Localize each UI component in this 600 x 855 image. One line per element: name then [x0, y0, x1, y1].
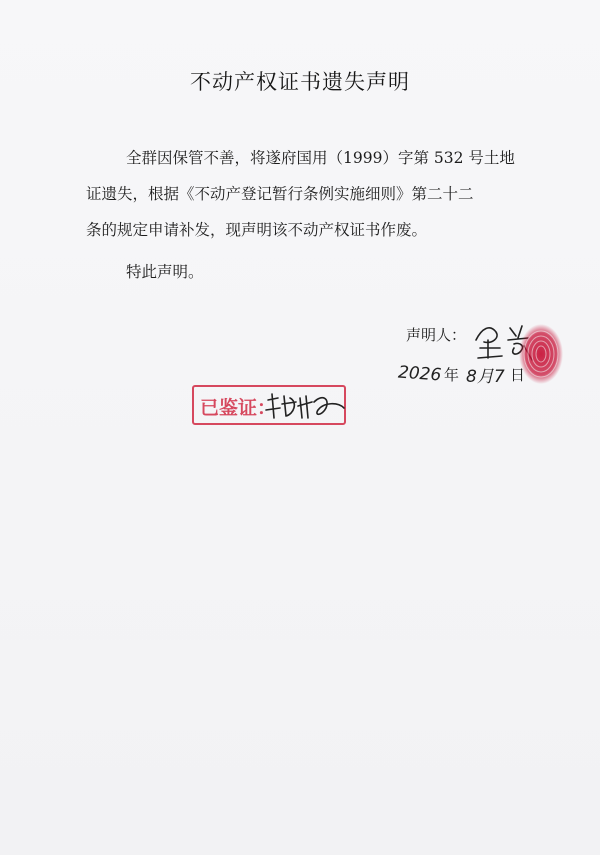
paragraph-line: 全群因保管不善，将遂府国用（1999）字第 532 号土地 — [126, 149, 515, 167]
closing-statement: 特此声明。 — [126, 263, 204, 281]
declarant-label: 声明人： — [406, 326, 467, 344]
date-month-day: 8月7 — [466, 367, 505, 387]
paragraph-line: 条的规定申请补发，现声明该不动产权证书作废。 — [86, 221, 428, 239]
document-title: 不动产权证书遗失声明 — [190, 70, 410, 94]
date-year-unit: 年 — [444, 366, 460, 384]
date-day-unit: 日 — [510, 366, 526, 384]
verifier-signature — [264, 388, 348, 424]
paragraph-line: 证遗失，根据《不动产登记暂行条例实施细则》第二十二 — [86, 185, 474, 203]
date-year: 2026 — [397, 362, 442, 386]
stamp-label: 已鉴证： — [200, 397, 277, 419]
